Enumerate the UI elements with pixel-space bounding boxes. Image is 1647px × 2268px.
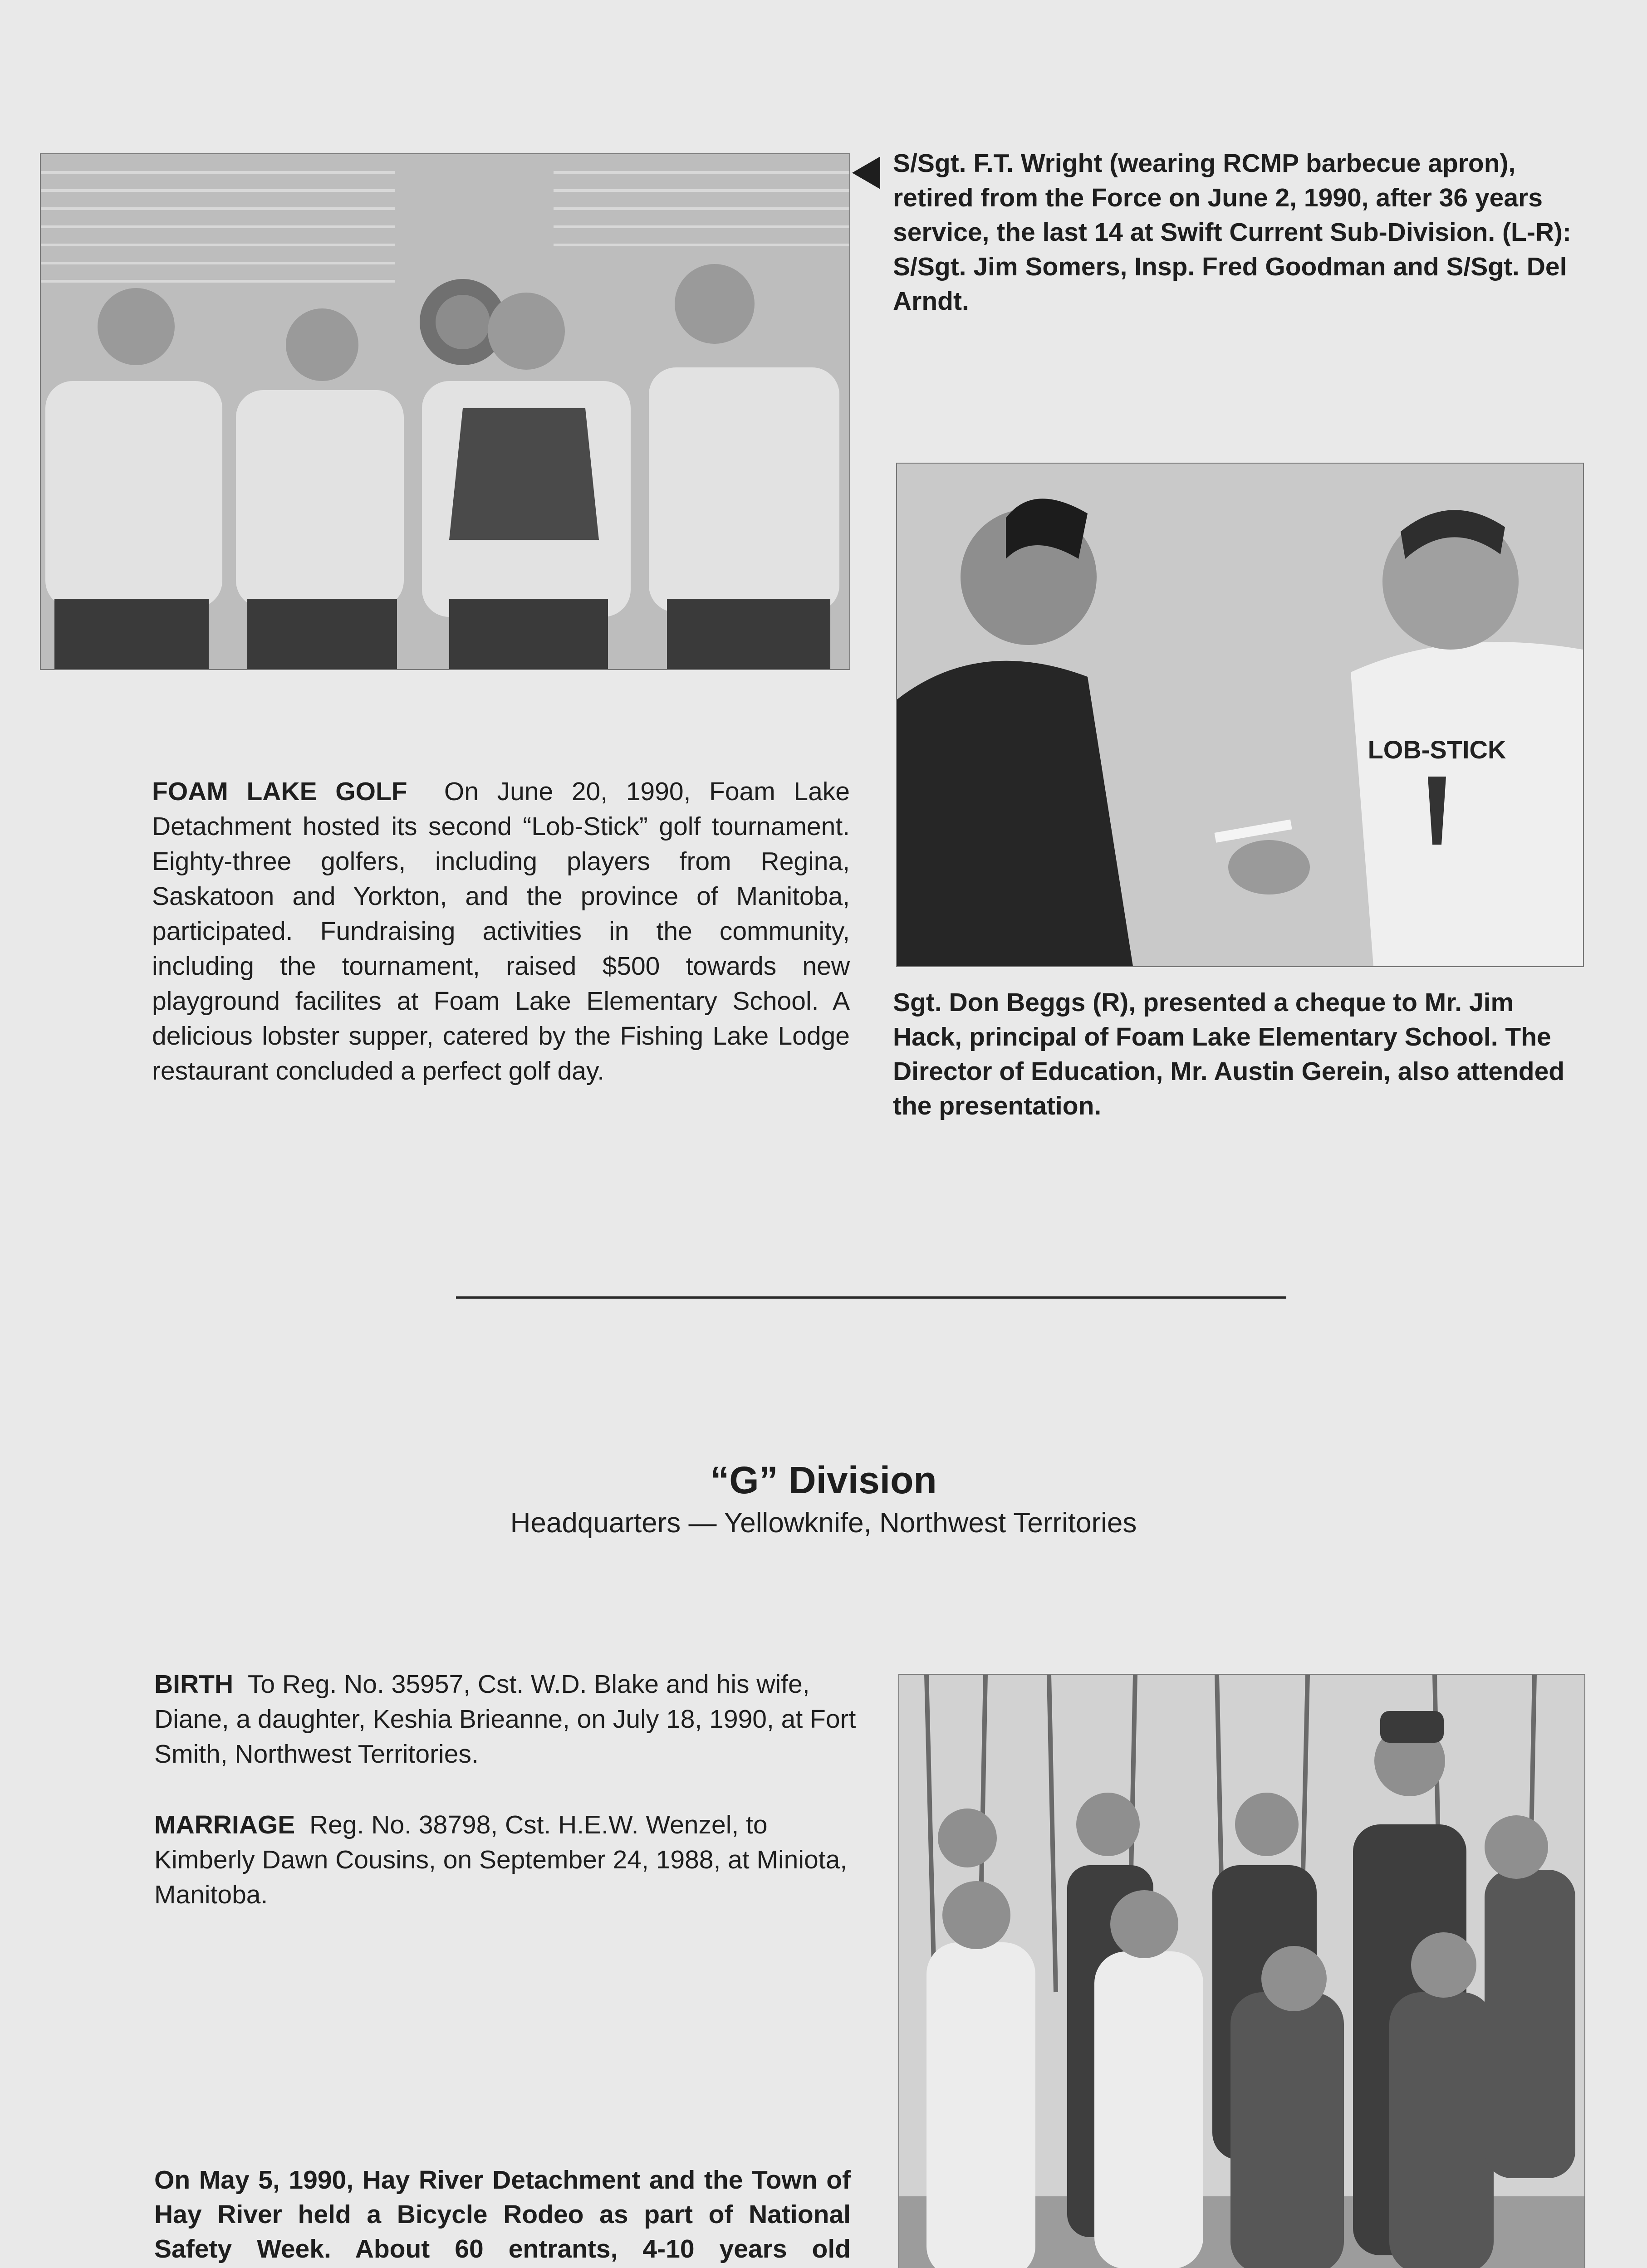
section-divider: [456, 1296, 1286, 1299]
foam-lake-article: [152, 774, 850, 1089]
birth-notice: [154, 1667, 857, 1772]
caption-beggs: Sgt. Don Beggs (R), presented a cheque to Mr. Jim Hack, principal of Foam Lake Elementary School. The Director of Education, Mr. Austin Gerein, also attended the presentation.: [893, 988, 1565, 1120]
caption-pointer-arrow-icon: [852, 156, 880, 189]
photo-officers-retirement: [40, 153, 850, 670]
photo-bicycle-rodeo-winners: [898, 1674, 1585, 2268]
shirt-logo-text: LOB-STICK: [1368, 735, 1506, 764]
division-subtitle: Headquarters — Yellowknife, Northwest Territories: [510, 1507, 1137, 1539]
caption-bicycle-rodeo: On May 5, 1990, Hay River Detachment and the Town of Hay River held a Bicycle Rodeo as part of National Safety Week. About 60 entrants, 4-10 years old: [154, 2165, 851, 2263]
foam-lake-body: On June 20, 1990, Foam Lake Detachment hosted its second “Lob-Stick” golf tournament. Eighty-three golfers, including players from Regina, Saskatoon and Yorkton, and the province of Manitoba, participated. Fundraising activities in the community, including the tournament, raised $500 towards new playground facilites at Foam Lake Elementary School. A delicious lobster supper, catered by the Fishing Lake Lodge restaurant concluded a perfect golf day.: [152, 777, 850, 1085]
photo-cheque-presentation: [896, 463, 1584, 967]
birth-heading: BIRTH: [154, 1670, 234, 1699]
caption-wright: S/Sgt. F.T. Wright (wearing RCMP barbecue apron), retired from the Force on June 2, 1990, after 36 years service, the last 14 at Swift Current Sub-Division. (L-R): S/Sgt. Jim Somers, Insp. Fred Goodman and S/Sgt. Del Arndt.: [893, 149, 1571, 316]
foam-lake-heading: FOAM LAKE GOLF: [152, 777, 407, 806]
marriage-heading: MARRIAGE: [154, 1810, 295, 1839]
division-title: “G” Division: [710, 1459, 937, 1501]
birth-body: To Reg. No. 35957, Cst. W.D. Blake and his wife, Diane, a daughter, Keshia Brieanne, on July 18, 1990, at Fort Smith, Northwest Territories.: [154, 1670, 856, 1769]
marriage-body: Reg. No. 38798, Cst. H.E.W. Wenzel, to Kimberly Dawn Cousins, on September 24, 1988, at Miniota, Manitoba.: [154, 1810, 848, 1909]
marriage-notice: [154, 1808, 857, 1912]
